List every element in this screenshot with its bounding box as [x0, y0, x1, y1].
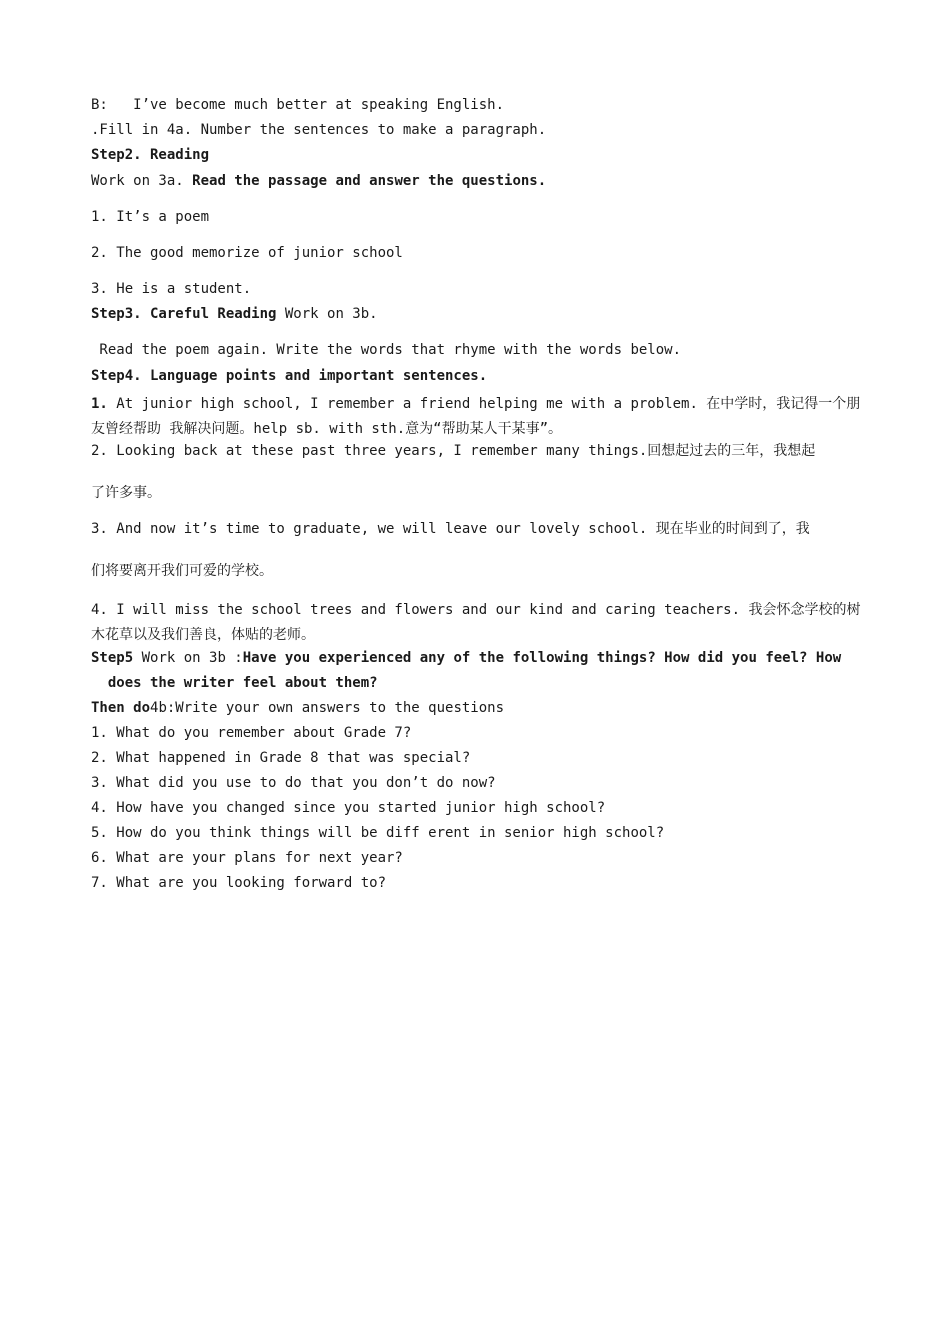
then-do-label: Then do — [91, 700, 151, 716]
step3-work-3b: Work on 3b. — [276, 306, 378, 322]
point-2-continued: 了许多事。 — [91, 485, 161, 501]
step5-work-3b: Work on 3b : — [133, 650, 243, 666]
instruction-rhyme: Read the poem again. Write the words that rhyme with the words below. — [91, 342, 682, 358]
point-2: 2. Looking back at these past three years, I remember many things.回想起过去的三年，我想起 — [91, 443, 816, 459]
question-item: 6. What are your plans for next year? — [91, 850, 403, 866]
step5-line — [91, 649, 870, 667]
dialogue-line-b: B: I’ve become much better at speaking English. — [91, 97, 505, 113]
question-item: 3. What did you use to do that you don’t do now? — [91, 775, 496, 791]
point-4: 4. I will miss the school trees and flowers and our kind and caring teachers. 我会怀念学校的树木花草以及我们善良，体贴的老师。 — [91, 602, 861, 643]
answer-2: 2. The good memorize of junior school — [91, 245, 403, 261]
point-3: 3. And now it’s time to graduate, we will leave our lovely school. 现在毕业的时间到了，我 — [91, 521, 810, 537]
answer-3: 3. He is a student. — [91, 281, 252, 297]
step3-heading: Step3. Careful Reading — [91, 306, 277, 322]
question-item: 4. How have you changed since you started junior high school? — [91, 800, 606, 816]
answer-1: 1. It’s a poem — [91, 209, 210, 225]
step2-heading: Step2. Reading — [91, 147, 210, 163]
instruction-fill-4a: .Fill in 4a. Number the sentences to make a paragraph. — [91, 122, 547, 138]
then-do-text: 4b:Write your own answers to the questions — [150, 700, 505, 716]
step4-heading: Step4. Language points and important sentences. — [91, 368, 488, 384]
step5-heading: Step5 — [91, 650, 134, 666]
point-3-continued: 们将要离开我们可爱的学校。 — [91, 563, 273, 579]
point-1-text: At junior high school, I remember a friend helping me with a problem. 在中学时，我记得一个朋友曾经帮助 我解决问题。help sb. with sth.意为“帮助某人干某事”。 — [91, 396, 861, 437]
step3-line — [91, 305, 870, 323]
point-1-number: 1. — [91, 396, 108, 412]
work-3a-text: Work on 3a. — [91, 173, 193, 189]
read-passage-instruction: Read the passage and answer the questions. — [192, 173, 547, 189]
point-1 — [91, 392, 870, 442]
question-item: 1. What do you remember about Grade 7? — [91, 725, 412, 741]
then-do-line — [91, 699, 870, 717]
step5-question-continued: does the writer feel about them? — [91, 675, 378, 691]
step5-question: Have you experienced any of the following things? How did you feel? How — [242, 650, 842, 666]
instruction-work-3a — [91, 172, 870, 190]
question-item: 5. How do you think things will be diff erent in senior high school? — [91, 825, 665, 841]
question-item: 7. What are you looking forward to? — [91, 875, 387, 891]
question-item: 2. What happened in Grade 8 that was special? — [91, 750, 471, 766]
